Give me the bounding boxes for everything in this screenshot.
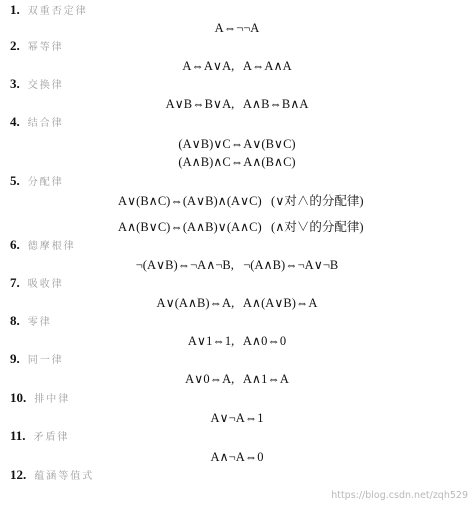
law-number: 11. <box>10 428 26 443</box>
law-number: 3. <box>10 76 20 91</box>
law-heading-6 <box>10 237 76 255</box>
law-formula: (A∨B)∨C⇔A∨(B∨C) <box>178 137 296 151</box>
law-name: 吸收律 <box>27 279 64 290</box>
law-formula: (A∧B)∧C⇔A∧(B∧C) <box>178 155 296 169</box>
law-number: 9. <box>10 351 20 366</box>
law-name: 排中律 <box>34 394 71 405</box>
law-number: 6. <box>10 237 20 252</box>
law-formula: A∧¬A⇔0 <box>210 450 264 464</box>
law-heading-1 <box>10 2 88 20</box>
law-heading-8 <box>10 313 52 331</box>
law-number: 1. <box>10 2 20 17</box>
law-number: 4. <box>10 114 20 129</box>
law-formula: A⇔A∨A, A⇔A∧A <box>182 59 292 73</box>
law-formula: ¬(A∨B)⇔¬A∧¬B, ¬(A∧B)⇔¬A∨¬B <box>135 258 339 272</box>
law-name: 分配律 <box>27 177 64 188</box>
watermark-url: https://blog.csdn.net/zqh529 <box>331 490 468 501</box>
law-name: 零律 <box>27 317 52 328</box>
law-formula: A∨B⇔B∨A, A∧B⇔B∧A <box>165 97 309 111</box>
law-formula: A∨¬A⇔1 <box>210 411 264 425</box>
law-heading-10 <box>10 390 70 408</box>
law-heading-7 <box>10 275 64 293</box>
law-name: 同一律 <box>27 355 64 366</box>
law-number: 7. <box>10 275 20 290</box>
law-name: 交换律 <box>27 80 64 91</box>
law-formula: A⇔¬¬A <box>214 21 260 35</box>
law-heading-9 <box>10 351 64 369</box>
law-number: 2. <box>10 38 20 53</box>
law-formula: A∨(B∧C)⇔(A∨B)∧(A∨C) (∨对∧的分配律) <box>118 194 364 208</box>
law-number: 5. <box>10 173 20 188</box>
law-name: 矛盾律 <box>33 432 70 443</box>
law-name: 幂等律 <box>27 42 64 53</box>
law-name: 结合律 <box>27 118 64 129</box>
law-heading-4 <box>10 114 64 132</box>
law-heading-11 <box>10 428 70 446</box>
law-number: 12. <box>10 467 27 482</box>
law-number: 8. <box>10 313 20 328</box>
law-heading-2 <box>10 38 64 56</box>
law-name: 双重否定律 <box>27 6 88 17</box>
law-name: 蕴涵等值式 <box>34 471 95 482</box>
law-heading-3 <box>10 76 64 94</box>
law-formula: A∨0⇔A, A∧1⇔A <box>185 372 289 386</box>
law-formula: A∨1⇔1, A∧0⇔0 <box>187 334 287 348</box>
law-heading-5 <box>10 173 64 191</box>
law-number: 10. <box>10 390 27 405</box>
law-name: 德摩根律 <box>27 241 76 252</box>
law-formula: A∨(A∧B)⇔A, A∧(A∨B)⇔A <box>156 296 318 310</box>
law-heading-12 <box>10 467 94 485</box>
law-formula: A∧(B∨C)⇔(A∧B)∨(A∧C) (∧对∨的分配律) <box>118 220 364 234</box>
